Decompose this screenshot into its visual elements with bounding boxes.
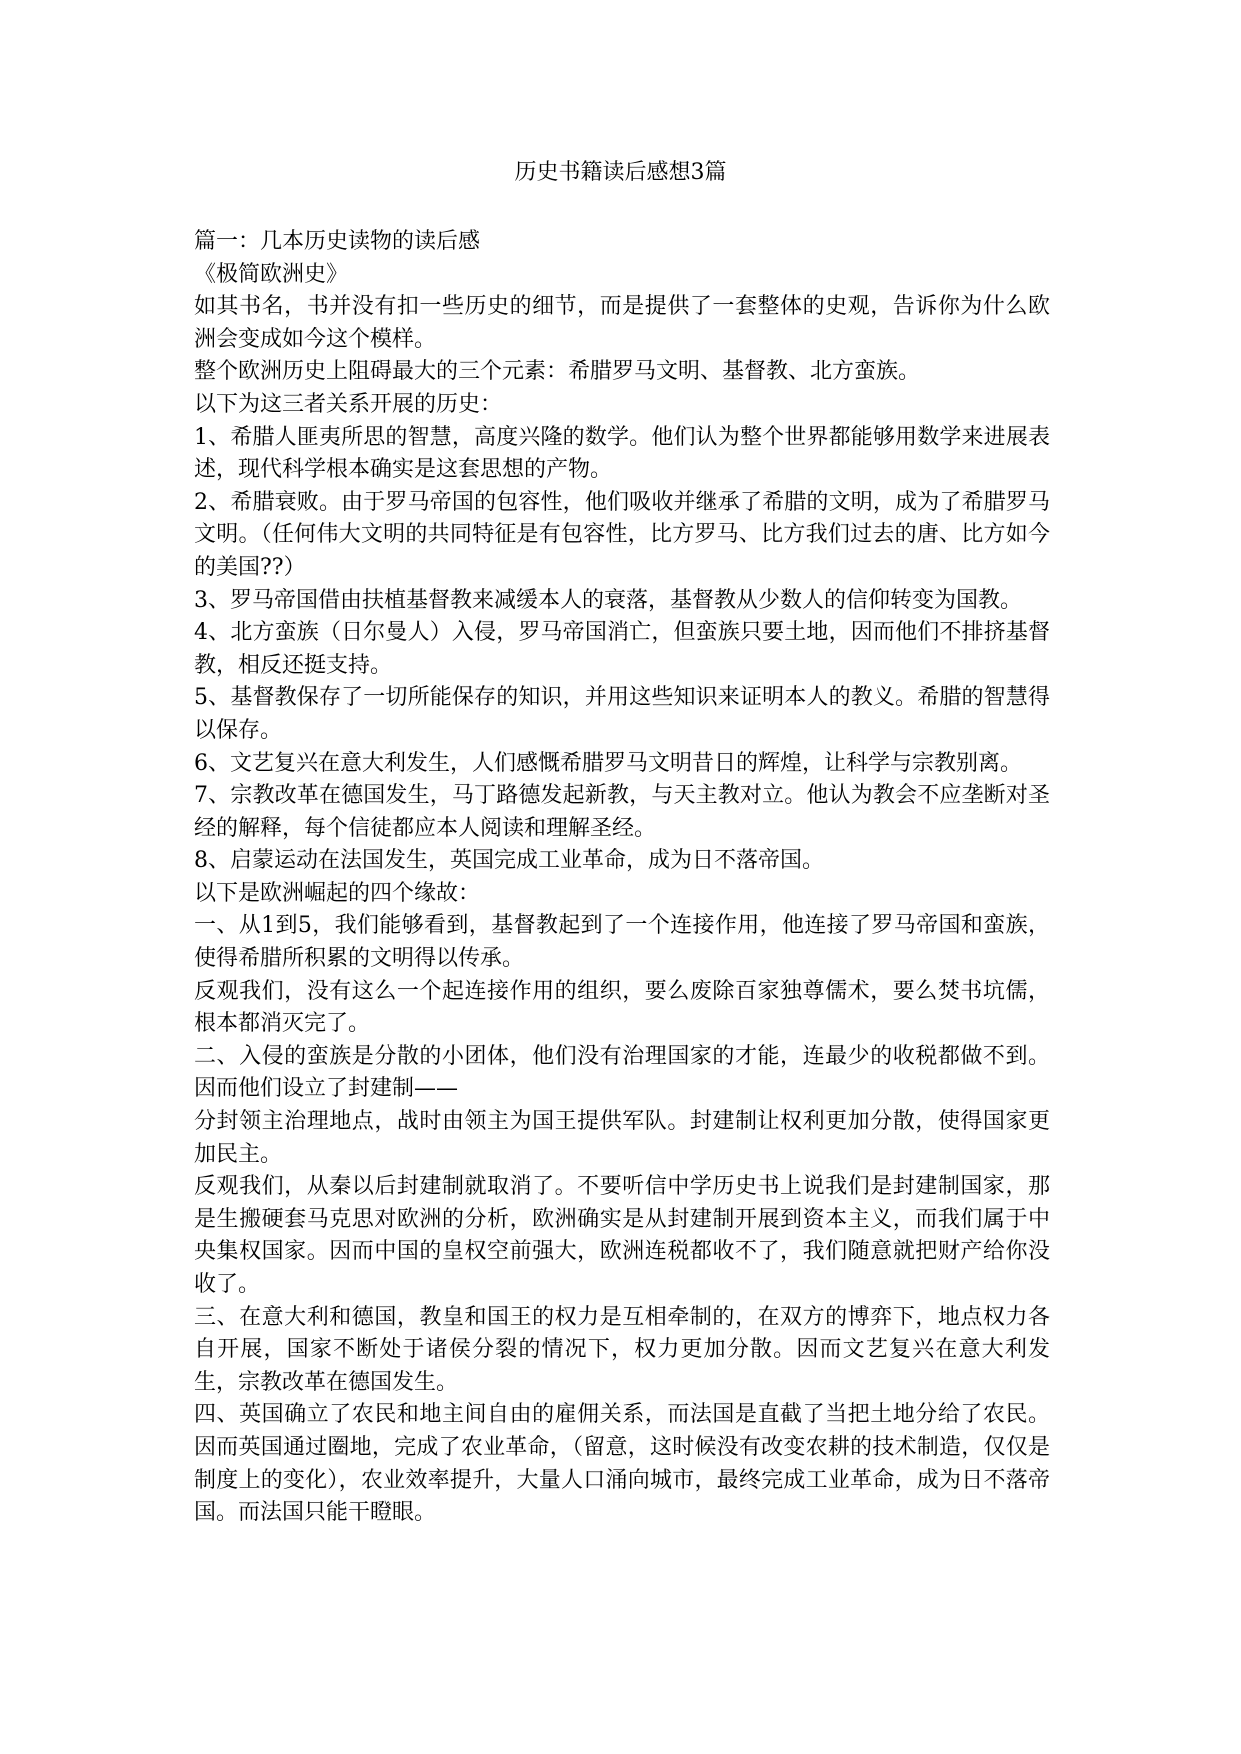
reason-item: 一、从1到5，我们能够看到，基督教起到了一个连接作用，他连接了罗马帝国和蛮族，使得希腊所积累的文明得以传承。 xyxy=(194,913,1050,972)
paragraph: 以下为这三者关系开展的历史： xyxy=(194,391,503,417)
paragraph: 整个欧洲历史上阻碍最大的三个元素：希腊罗马文明、基督教、北方蛮族。 xyxy=(194,359,921,385)
reason-item: 三、在意大利和德国，教皇和国王的权力是互相牵制的，在双方的博弈下，地点权力各自开展，国家不断处于诸侯分裂的情况下，权力更加分散。因而文艺复兴在意大利发生，宗教改革在德国发生。 xyxy=(194,1304,1050,1395)
list-item: 1、希腊人匪夷所思的智慧，高度兴隆的数学。他们认为整个世界都能够用数学来进展表述，现代科学根本确实是这套思想的产物。 xyxy=(194,424,1050,483)
reason-item: 四、英国确立了农民和地主间自由的雇佣关系，而法国是直截了当把土地分给了农民。因而英国通过圈地，完成了农业革命，（留意，这时候没有改变农耕的技术制造，仅仅是制度上的变化），农业效率提升，大量人口涌向城市，最终完成工业革命，成为日不落帝国。而法国只能干瞪眼。 xyxy=(194,1402,1050,1526)
paragraph: 如其书名，书并没有扣一些历史的细节，而是提供了一套整体的史观，告诉你为什么欧洲会变成如今这个模样。 xyxy=(194,294,1050,352)
paragraph: 反观我们，没有这么一个起连接作用的组织，要么废除百家独尊儒术，要么焚书坑儒，根本都消灭完了。 xyxy=(194,978,1050,1037)
list-item: 5、基督教保存了一切所能保存的知识，并用这些知识来证明本人的教义。希腊的智慧得以保存。 xyxy=(194,685,1050,743)
paragraph: 分封领主治理地点，战时由领主为国王提供军队。封建制让权利更加分散，使得国家更加民主。 xyxy=(194,1109,1050,1167)
list-item: 6、文艺复兴在意大利发生，人们感慨希腊罗马文明昔日的辉煌，让科学与宗教别离。 xyxy=(194,750,1022,776)
list-item: 8、启蒙运动在法国发生，英国完成工业革命，成为日不落帝国。 xyxy=(194,848,824,874)
list-item: 3、罗马帝国借由扶植基督教来减缓本人的衰落，基督教从少数人的信仰转变为国教。 xyxy=(194,587,1022,613)
paragraph: 反观我们，从秦以后封建制就取消了。不要听信中学历史书上说我们是封建制国家，那是生搬硬套马克思对欧洲的分析，欧洲确实是从封建制开展到资本主义，而我们属于中央集权国家。因而中国的皇权空前强大，欧洲连税都收不了，我们随意就把财产给你没收了。 xyxy=(194,1174,1050,1297)
document-body xyxy=(194,226,1050,1530)
reason-item: 二、入侵的蛮族是分散的小团体，他们没有治理国家的才能，连最少的收税都做不到。因而他们设立了封建制—— xyxy=(194,1043,1050,1102)
list-item: 2、希腊衰败。由于罗马帝国的包容性，他们吸收并继承了希腊的文明，成为了希腊罗马文明。（任何伟大文明的共同特征是有包容性，比方罗马、比方我们过去的唐、比方如今的美国??） xyxy=(194,489,1050,580)
paragraph: 以下是欧洲崛起的四个缘故： xyxy=(194,880,481,906)
list-item: 4、北方蛮族（日尔曼人）入侵，罗马帝国消亡，但蛮族只要土地，因而他们不排挤基督教，相反还挺支持。 xyxy=(194,620,1050,678)
document-title: 历史书籍读后感想3篇 xyxy=(514,160,727,185)
book-title: 《极简欧洲史》 xyxy=(194,261,349,287)
list-item: 7、宗教改革在德国发生，马丁路德发起新教，与天主教对立。他认为教会不应垄断对圣经的解释，每个信徒都应本人阅读和理解圣经。 xyxy=(194,783,1050,841)
section-heading: 篇一：几本历史读物的读后感 xyxy=(194,229,481,254)
